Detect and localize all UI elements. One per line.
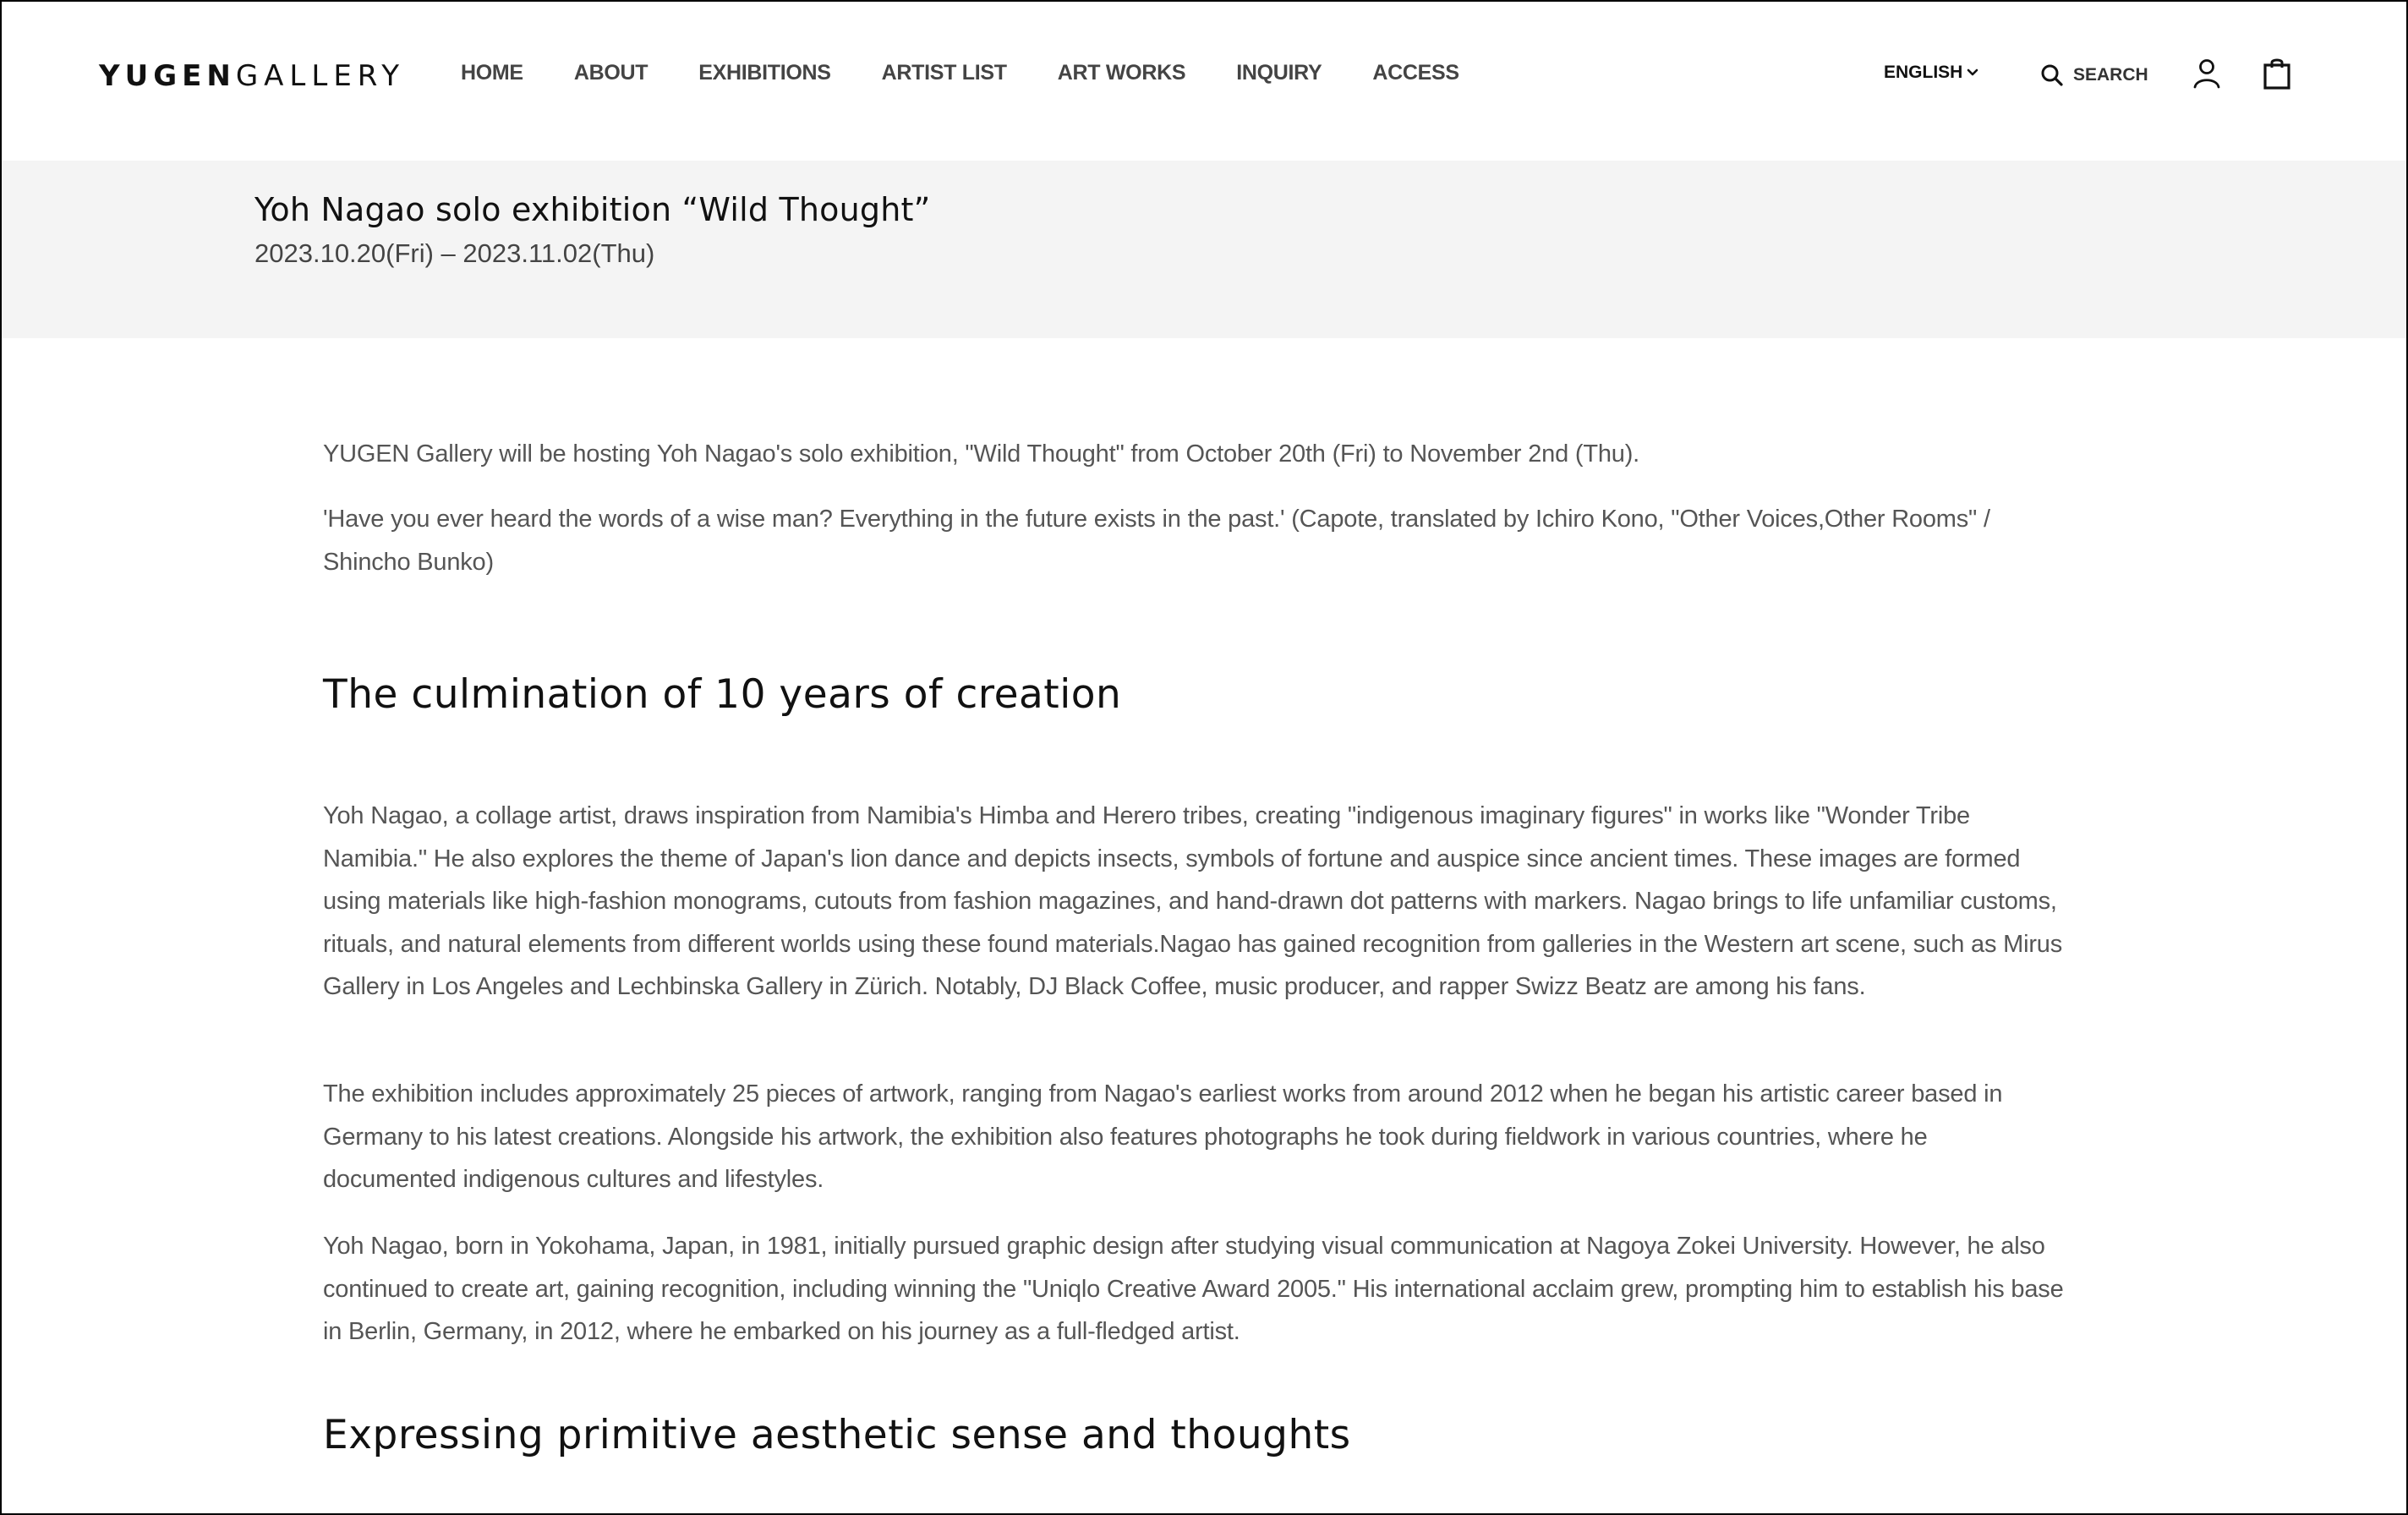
search-button[interactable] [2039,63,2148,88]
exhibition-title: Yoh Nagao solo exhibition “Wild Thought” [254,191,931,228]
section-heading: The culmination of 10 years of creation [323,671,1122,718]
search-icon [2039,63,2065,88]
main-nav [461,61,1510,85]
gallery-logo[interactable] [99,59,405,93]
body-paragraph: The exhibition includes approximately 25 pieces of artwork, ranging from Nagao's earliest works from around 2012 when he began his artistic career based in Germany to his latest creations. Alongside his artwork, the exhibition also features photographs he took during fieldwork in various countries, where he documented indigenous cultures and lifestyles. [323,1080,2003,1193]
quote-paragraph: 'Have you ever heard the words of a wise man? Everything in the future exists in the past.' (Capote, translated by Ichiro Kono, "Other Voices,Other Rooms" / Shincho Bunko) [323,506,1990,576]
section-heading: Expressing primitive aesthetic sense and thoughts [323,1412,1351,1458]
nav-artist-list[interactable]: ARTIST LIST [881,61,1007,85]
language-label: ENGLISH [1884,63,1963,82]
user-icon[interactable] [2192,57,2222,90]
logo-bold-text: YUGEN [99,59,236,93]
shopping-bag-icon[interactable] [2263,57,2291,90]
language-selector[interactable] [1884,63,1979,83]
site-header [2,2,2406,161]
exhibition-dates: 2023.10.20(Fri) – 2023.11.02(Thu) [254,238,655,268]
nav-art-works[interactable]: ART WORKS [1057,61,1186,85]
nav-inquiry[interactable]: INQUIRY [1236,61,1322,85]
nav-exhibitions[interactable]: EXHIBITIONS [698,61,831,85]
nav-about[interactable]: ABOUT [573,61,649,85]
nav-access[interactable]: ACCESS [1372,61,1459,85]
body-paragraph: Yoh Nagao, born in Yokohama, Japan, in 1981, initially pursued graphic design after studying visual communication at Nagoya Zokei University. However, he also continued to create art, gaining recognition, including winning the "Uniqlo Creative Award 2005." His international acclaim grew, prompting him to establish his base in Berlin, Germany, in 2012, where he embarked on his journey as a full-fledged artist. [323,1233,2064,1345]
intro-paragraph: YUGEN Gallery will be hosting Yoh Nagao's solo exhibition, "Wild Thought" from October 20th (Fri) to November 2nd (Thu). [323,440,1640,468]
chevron-down-icon [1966,66,1979,79]
logo-light-text: GALLERY [235,59,406,93]
search-label: SEARCH [2073,65,2148,85]
exhibition-title-band [2,161,2406,338]
nav-home[interactable]: HOME [461,61,523,85]
body-paragraph: Yoh Nagao, a collage artist, draws inspiration from Namibia's Himba and Herero tribes, creating "indigenous imaginary figures" in works like "Wonder Tribe Namibia." He also explores the theme of Japan's lion dance and depicts insects, symbols of fortune and auspice since ancient times. These images are formed using materials like high-fashion monograms, cutouts from fashion magazines, and hand-drawn dot patterns with markers. Nagao brings to life unfamiliar customs, rituals, and natural elements from different worlds using these found materials.Nagao has gained recognition from galleries in the Western art scene, such as Mirus Gallery in Los Angeles and Lechbinska Gallery in Zürich. Notably, DJ Black Coffee, music producer, and rapper Swizz Beatz are among his fans. [323,802,2063,1000]
